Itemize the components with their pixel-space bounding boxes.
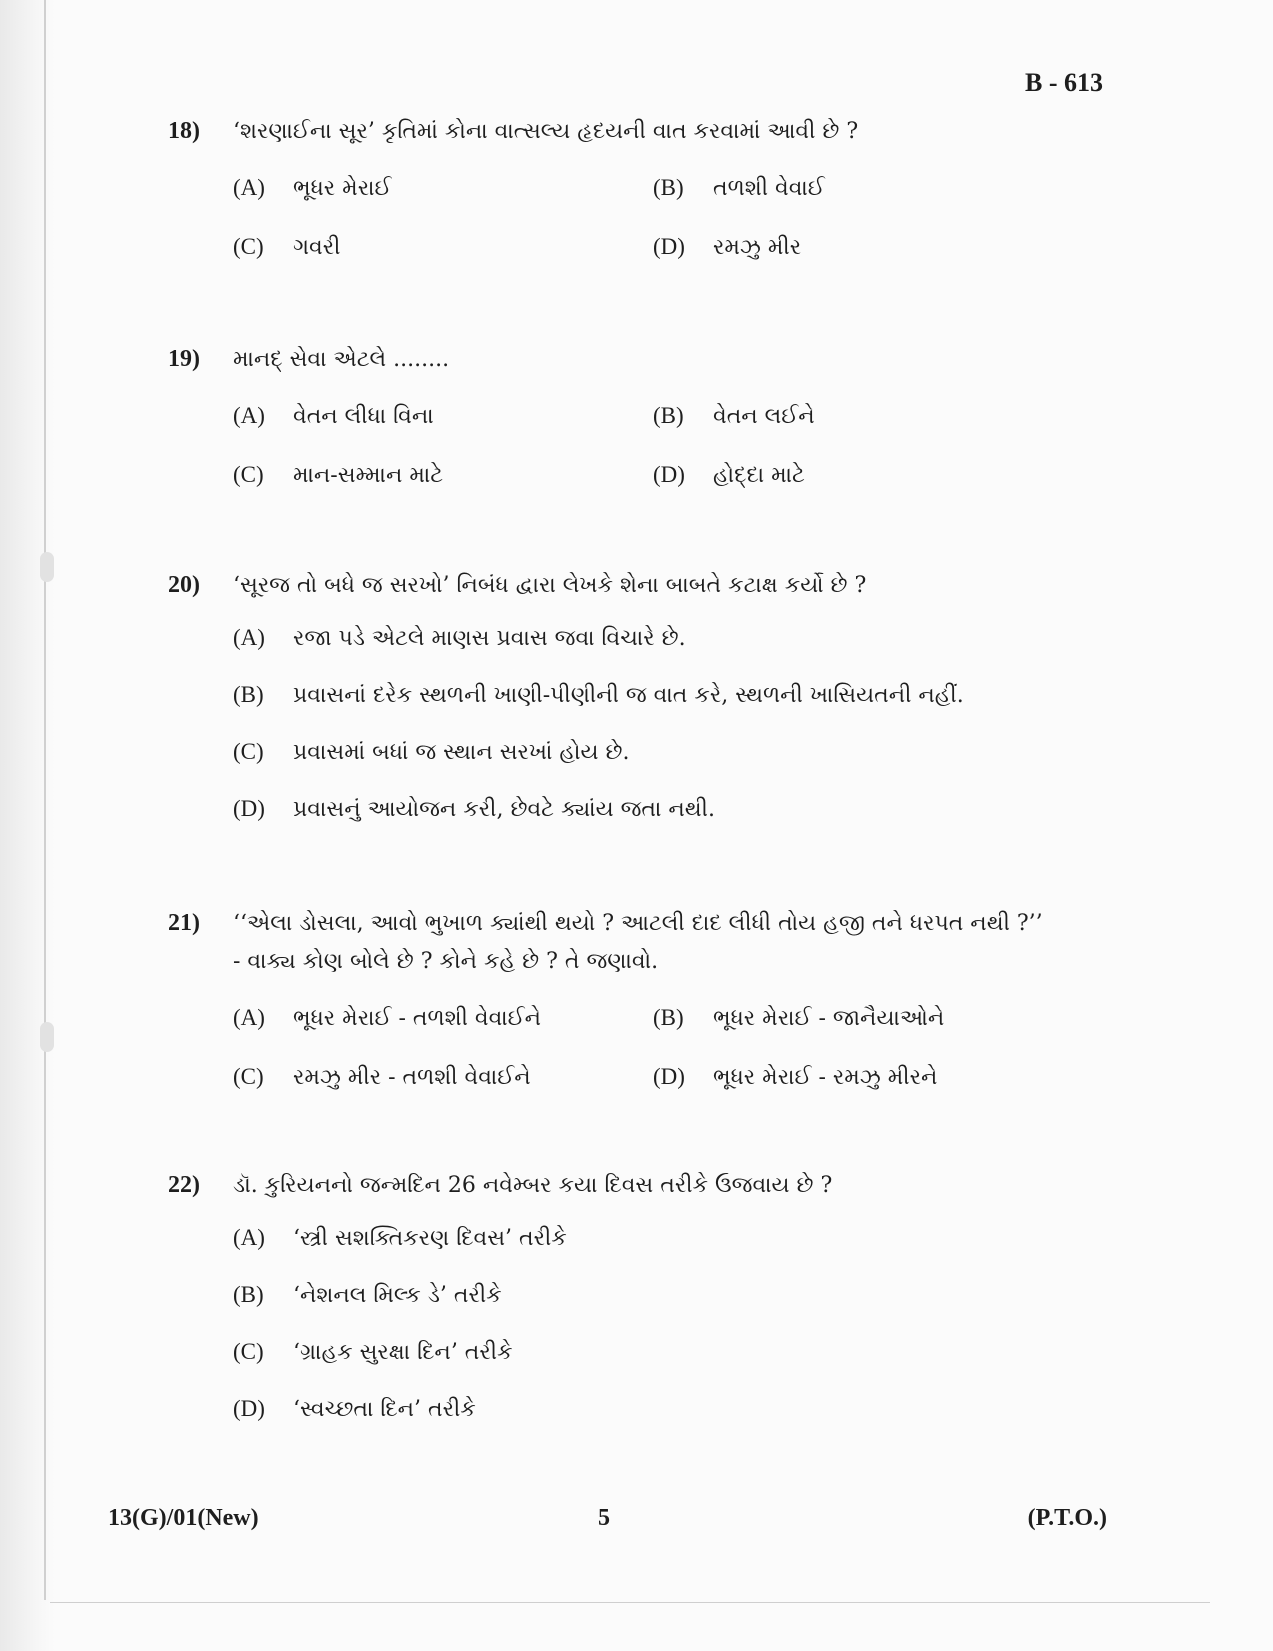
option-c xyxy=(233,460,653,491)
option-a xyxy=(233,1223,1168,1254)
option-letter: (D) xyxy=(653,234,685,259)
option-b xyxy=(653,401,1073,432)
option-text: માન-સમ્માન માટે xyxy=(293,463,444,488)
option-letter: (A) xyxy=(233,403,265,428)
option-letter: (D) xyxy=(233,796,265,821)
option-c xyxy=(233,737,1168,768)
option-c xyxy=(233,232,653,263)
option-text: ‘ગ્રાહક સુરક્ષા દિન’ તરીકે xyxy=(293,1340,513,1365)
option-text: હોદ્દા માટે xyxy=(713,463,805,488)
option-letter: (A) xyxy=(233,175,265,200)
binding-mark xyxy=(40,552,54,582)
binding-mark xyxy=(40,1022,54,1052)
option-text: ‘નેશનલ મિલ્ક ડે’ તરીકે xyxy=(293,1283,502,1308)
option-text: રમઝુ મીર - તળશી વેવાઈને xyxy=(293,1065,531,1090)
page-bottom-edge xyxy=(50,1602,1210,1603)
option-text: ‘સ્વચ્છતા દિન’ તરીકે xyxy=(293,1397,476,1422)
question-18 xyxy=(168,116,1168,263)
page-number: 5 xyxy=(598,1505,610,1531)
please-turn-over: (P.T.O.) xyxy=(1027,1505,1107,1531)
option-text: તળશી વેવાઈ xyxy=(713,176,825,201)
option-a xyxy=(233,173,653,204)
option-text: ભૂધર મેરાઈ xyxy=(293,176,392,201)
option-letter: (C) xyxy=(233,1064,264,1089)
question-number: 22) xyxy=(168,1172,200,1198)
question-20 xyxy=(168,570,1168,851)
paper-series-code: 13(G)/01(New) xyxy=(108,1505,259,1531)
option-d xyxy=(653,460,1073,491)
option-text: ભૂધર મેરાઈ - રમઝુ મીરને xyxy=(713,1065,938,1090)
option-b xyxy=(233,1280,1168,1311)
option-text: ‘સ્ત્રી સશક્તિકરણ દિવસ’ તરીકે xyxy=(293,1226,567,1251)
question-number: 18) xyxy=(168,118,200,144)
option-text: ભૂધર મેરાઈ - તળશી વેવાઈને xyxy=(293,1006,542,1031)
option-text: વેતન લીધા વિના xyxy=(293,404,434,429)
option-c xyxy=(233,1062,653,1093)
option-letter: (B) xyxy=(653,175,684,200)
question-text: ડૉ. કુરિયનનો જન્મદિન 26 નવેમ્બર કયા દિવસ તરીકે ઉજવાય છે ? xyxy=(233,1173,833,1198)
option-text: રજા પડે એટલે માણસ પ્રવાસ જવા વિચારે છે. xyxy=(293,626,686,651)
option-letter: (C) xyxy=(233,234,264,259)
option-letter: (B) xyxy=(233,1282,264,1307)
question-21 xyxy=(168,908,1168,1093)
option-letter: (A) xyxy=(233,1225,265,1250)
page-left-edge xyxy=(44,0,46,1600)
option-d xyxy=(653,232,1073,263)
question-text-continued: - વાક્ય કોણ બોલે છે ? કોને કહે છે ? તે જણાવો. xyxy=(233,949,659,974)
question-number: 19) xyxy=(168,346,200,372)
option-c xyxy=(233,1337,1168,1368)
option-text: રમઝુ મીર xyxy=(713,235,802,260)
option-text: પ્રવાસનાં દરેક સ્થળની ખાણી-પીણીની જ વાત કરે, સ્થળની ખાસિયતની નહીં. xyxy=(293,683,964,708)
option-letter: (B) xyxy=(653,403,684,428)
option-a xyxy=(233,1003,653,1034)
option-letter: (A) xyxy=(233,625,265,650)
option-letter: (D) xyxy=(653,1064,685,1089)
option-letter: (C) xyxy=(233,462,264,487)
option-a xyxy=(233,623,1168,654)
option-d xyxy=(653,1062,1073,1093)
option-letter: (B) xyxy=(233,682,264,707)
option-letter: (A) xyxy=(233,1005,265,1030)
option-letter: (B) xyxy=(653,1005,684,1030)
option-a xyxy=(233,401,653,432)
option-text: ગવરી xyxy=(293,235,341,260)
option-text: ભૂધર મેરાઈ - જાનૈયાઓને xyxy=(713,1006,945,1031)
option-letter: (C) xyxy=(233,739,264,764)
question-number: 20) xyxy=(168,572,200,598)
question-number: 21) xyxy=(168,910,200,936)
question-text: ‘સૂરજ તો બધે જ સરખો’ નિબંધ દ્વારા લેખકે શેના બાબતે કટાક્ષ કર્યો છે ? xyxy=(233,573,867,598)
question-19 xyxy=(168,344,1168,491)
option-b xyxy=(233,680,1168,711)
question-text: ‘‘એલા ડોસલા, આવો ભુખાળ ક્યાંથી થયો ? આટલી દાદ લીધી તોય હજી તને ધરપત નથી ?’’ xyxy=(233,911,1043,936)
option-text: પ્રવાસમાં બધાં જ સ્થાન સરખાં હોય છે. xyxy=(293,740,630,765)
question-22 xyxy=(168,1170,1168,1451)
option-letter: (C) xyxy=(233,1339,264,1364)
paper-code: B - 613 xyxy=(1025,68,1103,97)
question-text: માનદ્ સેવા એટલે ........ xyxy=(233,347,450,372)
option-text: વેતન લઈને xyxy=(713,404,815,429)
option-letter: (D) xyxy=(653,462,685,487)
option-b xyxy=(653,173,1073,204)
option-d xyxy=(233,794,1168,825)
question-text: ‘શરણાઈના સૂર’ કૃતિમાં કોના વાત્સલ્ય હૃદયની વાત કરવામાં આવી છે ? xyxy=(233,119,859,144)
option-b xyxy=(653,1003,1073,1034)
option-text: પ્રવાસનું આયોજન કરી, છેવટે ક્યાંય જતા નથી. xyxy=(293,797,715,822)
option-letter: (D) xyxy=(233,1396,265,1421)
option-d xyxy=(233,1394,1168,1425)
